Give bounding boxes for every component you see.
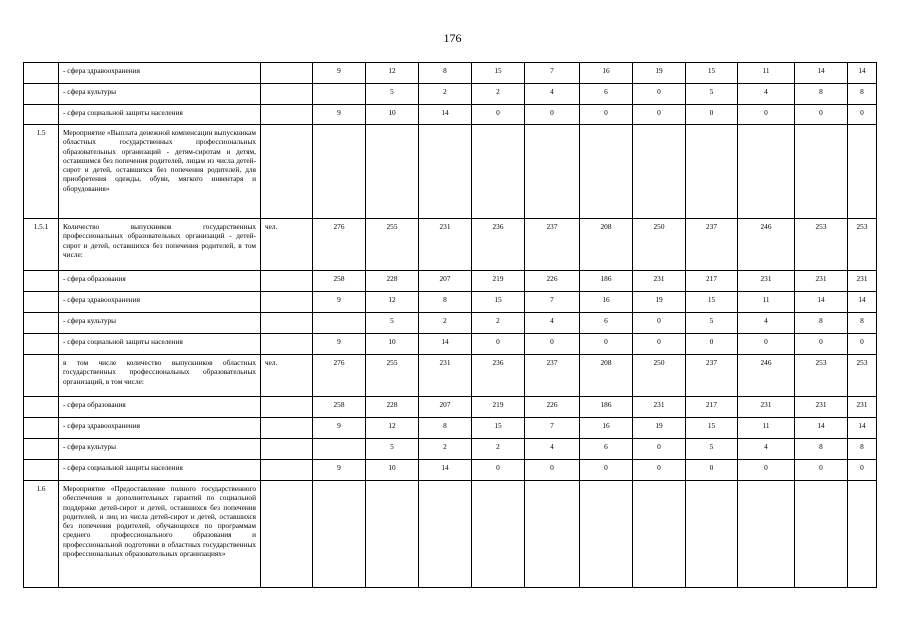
value-cell: 0 xyxy=(472,105,525,125)
row-description: - сфера здравоохранения xyxy=(59,292,261,313)
value-cell: 15 xyxy=(472,418,525,439)
value-cell: 8 xyxy=(848,84,877,105)
value-cell: 2 xyxy=(472,84,525,105)
value-cell: 246 xyxy=(738,355,795,397)
row-unit xyxy=(261,460,313,481)
row-description: в том числе количество выпускников областных государственных профессиональных образовательных организаций, в том числе: xyxy=(59,355,261,397)
value-cell: 0 xyxy=(848,105,877,125)
table-row xyxy=(24,334,877,355)
value-cell: 186 xyxy=(580,271,633,292)
row-unit: чел. xyxy=(261,355,313,397)
value-cell: 231 xyxy=(633,271,686,292)
value-cell: 2 xyxy=(419,313,472,334)
value-cell: 7 xyxy=(525,418,580,439)
value-cell: 14 xyxy=(795,292,848,313)
value-cell xyxy=(472,125,525,219)
value-cell xyxy=(525,125,580,219)
row-number xyxy=(24,418,59,439)
value-cell xyxy=(738,125,795,219)
value-cell: 217 xyxy=(686,397,738,418)
value-cell: 16 xyxy=(580,292,633,313)
value-cell xyxy=(525,481,580,588)
table-row xyxy=(24,292,877,313)
row-number xyxy=(24,460,59,481)
value-cell: 258 xyxy=(313,271,366,292)
value-cell: 5 xyxy=(686,439,738,460)
value-cell: 231 xyxy=(738,397,795,418)
value-cell: 15 xyxy=(686,63,738,84)
value-cell: 0 xyxy=(633,105,686,125)
row-unit xyxy=(261,418,313,439)
value-cell: 219 xyxy=(472,397,525,418)
row-number xyxy=(24,439,59,460)
value-cell xyxy=(419,481,472,588)
value-cell: 231 xyxy=(795,271,848,292)
value-cell: 2 xyxy=(419,439,472,460)
value-cell: 14 xyxy=(419,105,472,125)
value-cell: 253 xyxy=(848,355,877,397)
value-cell xyxy=(366,125,419,219)
value-cell: 5 xyxy=(686,84,738,105)
value-cell xyxy=(313,125,366,219)
value-cell: 276 xyxy=(313,355,366,397)
row-unit xyxy=(261,63,313,84)
value-cell: 0 xyxy=(580,334,633,355)
value-cell: 250 xyxy=(633,219,686,271)
value-cell: 0 xyxy=(525,460,580,481)
value-cell: 14 xyxy=(848,292,877,313)
value-cell: 237 xyxy=(525,355,580,397)
value-cell: 4 xyxy=(738,439,795,460)
value-cell: 2 xyxy=(472,313,525,334)
value-cell: 14 xyxy=(848,63,877,84)
table-body xyxy=(24,63,877,588)
value-cell: 253 xyxy=(795,219,848,271)
table-row xyxy=(24,84,877,105)
row-description: - сфера здравоохранения xyxy=(59,63,261,84)
value-cell: 276 xyxy=(313,219,366,271)
value-cell: 6 xyxy=(580,84,633,105)
value-cell: 2 xyxy=(472,439,525,460)
value-cell: 4 xyxy=(525,313,580,334)
value-cell: 4 xyxy=(525,84,580,105)
value-cell xyxy=(313,84,366,105)
value-cell: 255 xyxy=(366,355,419,397)
row-number xyxy=(24,84,59,105)
value-cell: 19 xyxy=(633,63,686,84)
value-cell: 8 xyxy=(795,84,848,105)
value-cell: 5 xyxy=(686,313,738,334)
table-row xyxy=(24,63,877,84)
value-cell xyxy=(313,481,366,588)
row-unit xyxy=(261,125,313,219)
row-number xyxy=(24,334,59,355)
value-cell: 0 xyxy=(686,105,738,125)
value-cell: 9 xyxy=(313,418,366,439)
value-cell xyxy=(580,481,633,588)
table-row xyxy=(24,271,877,292)
value-cell: 4 xyxy=(738,84,795,105)
value-cell: 9 xyxy=(313,292,366,313)
value-cell: 208 xyxy=(580,355,633,397)
value-cell: 0 xyxy=(472,334,525,355)
value-cell: 9 xyxy=(313,105,366,125)
value-cell: 15 xyxy=(686,418,738,439)
row-number xyxy=(24,292,59,313)
row-unit xyxy=(261,439,313,460)
value-cell: 19 xyxy=(633,292,686,313)
value-cell: 0 xyxy=(633,334,686,355)
value-cell: 14 xyxy=(419,334,472,355)
value-cell: 10 xyxy=(366,334,419,355)
value-cell: 237 xyxy=(686,355,738,397)
value-cell: 219 xyxy=(472,271,525,292)
value-cell: 253 xyxy=(795,355,848,397)
value-cell xyxy=(419,125,472,219)
value-cell: 8 xyxy=(419,292,472,313)
value-cell: 0 xyxy=(738,105,795,125)
value-cell: 16 xyxy=(580,63,633,84)
value-cell: 7 xyxy=(525,63,580,84)
value-cell: 236 xyxy=(472,355,525,397)
value-cell: 12 xyxy=(366,63,419,84)
row-unit xyxy=(261,481,313,588)
value-cell: 0 xyxy=(580,460,633,481)
value-cell xyxy=(795,125,848,219)
value-cell: 19 xyxy=(633,418,686,439)
value-cell: 0 xyxy=(525,334,580,355)
value-cell: 12 xyxy=(366,292,419,313)
value-cell: 14 xyxy=(419,460,472,481)
row-unit xyxy=(261,292,313,313)
value-cell: 186 xyxy=(580,397,633,418)
value-cell: 11 xyxy=(738,292,795,313)
value-cell xyxy=(686,125,738,219)
value-cell: 0 xyxy=(795,334,848,355)
value-cell: 231 xyxy=(633,397,686,418)
value-cell: 14 xyxy=(795,418,848,439)
value-cell: 226 xyxy=(525,271,580,292)
value-cell: 14 xyxy=(848,418,877,439)
value-cell: 8 xyxy=(419,418,472,439)
value-cell: 0 xyxy=(848,334,877,355)
value-cell: 0 xyxy=(633,313,686,334)
value-cell: 8 xyxy=(848,439,877,460)
value-cell: 16 xyxy=(580,418,633,439)
row-number xyxy=(24,397,59,418)
row-unit xyxy=(261,397,313,418)
table-row xyxy=(24,219,877,271)
value-cell: 9 xyxy=(313,334,366,355)
value-cell: 8 xyxy=(795,439,848,460)
value-cell: 9 xyxy=(313,460,366,481)
row-description: Мероприятие «Выплата денежной компенсации выпускникам областных государственных профессиональных образовательных организаций - детям-сиротам и детям, оставшимся без попечения родителей, лицам из числа детей-сирот и детей, оставшихся без попечения родителей, для приобретения одежды, обуви, мягкого инвентаря и оборудования» xyxy=(59,125,261,219)
row-number xyxy=(24,63,59,84)
value-cell: 0 xyxy=(580,105,633,125)
value-cell xyxy=(580,125,633,219)
value-cell: 0 xyxy=(472,460,525,481)
value-cell: 12 xyxy=(366,418,419,439)
value-cell: 0 xyxy=(795,105,848,125)
row-unit: чел. xyxy=(261,219,313,271)
value-cell: 11 xyxy=(738,63,795,84)
value-cell: 7 xyxy=(525,292,580,313)
value-cell xyxy=(313,313,366,334)
value-cell: 0 xyxy=(633,460,686,481)
row-number: 1.5.1 xyxy=(24,219,59,271)
table-row xyxy=(24,397,877,418)
value-cell: 9 xyxy=(313,63,366,84)
value-cell: 5 xyxy=(366,313,419,334)
value-cell: 226 xyxy=(525,397,580,418)
value-cell xyxy=(686,481,738,588)
row-description: - сфера социальной защиты населения xyxy=(59,105,261,125)
value-cell: 15 xyxy=(472,63,525,84)
row-description: - сфера образования xyxy=(59,271,261,292)
page-number: 176 xyxy=(443,31,462,45)
value-cell: 231 xyxy=(795,397,848,418)
row-description: - сфера культуры xyxy=(59,439,261,460)
value-cell: 0 xyxy=(738,460,795,481)
row-description: - сфера культуры xyxy=(59,84,261,105)
value-cell: 255 xyxy=(366,219,419,271)
value-cell: 258 xyxy=(313,397,366,418)
row-unit xyxy=(261,334,313,355)
value-cell: 5 xyxy=(366,439,419,460)
row-description: - сфера социальной защиты населения xyxy=(59,334,261,355)
value-cell: 15 xyxy=(472,292,525,313)
value-cell xyxy=(633,481,686,588)
value-cell: 246 xyxy=(738,219,795,271)
table-row xyxy=(24,460,877,481)
row-description: - сфера социальной защиты населения xyxy=(59,460,261,481)
value-cell: 4 xyxy=(525,439,580,460)
value-cell: 0 xyxy=(686,334,738,355)
row-number: 1.6 xyxy=(24,481,59,588)
table-row xyxy=(24,481,877,588)
value-cell: 0 xyxy=(795,460,848,481)
table-row xyxy=(24,439,877,460)
value-cell: 14 xyxy=(795,63,848,84)
value-cell: 6 xyxy=(580,439,633,460)
value-cell: 236 xyxy=(472,219,525,271)
value-cell: 207 xyxy=(419,397,472,418)
row-number xyxy=(24,355,59,397)
value-cell: 228 xyxy=(366,397,419,418)
table-row xyxy=(24,355,877,397)
value-cell: 228 xyxy=(366,271,419,292)
value-cell xyxy=(366,481,419,588)
value-cell: 208 xyxy=(580,219,633,271)
row-number xyxy=(24,271,59,292)
value-cell xyxy=(633,125,686,219)
row-description: - сфера культуры xyxy=(59,313,261,334)
value-cell: 231 xyxy=(848,271,877,292)
row-unit xyxy=(261,105,313,125)
value-cell: 231 xyxy=(419,219,472,271)
value-cell: 253 xyxy=(848,219,877,271)
row-description: - сфера здравоохранения xyxy=(59,418,261,439)
row-unit xyxy=(261,84,313,105)
value-cell: 0 xyxy=(633,84,686,105)
value-cell: 217 xyxy=(686,271,738,292)
table-row xyxy=(24,105,877,125)
value-cell xyxy=(795,481,848,588)
value-cell: 231 xyxy=(738,271,795,292)
value-cell: 10 xyxy=(366,105,419,125)
value-cell: 231 xyxy=(419,355,472,397)
value-cell: 0 xyxy=(633,439,686,460)
table-row xyxy=(24,313,877,334)
value-cell: 8 xyxy=(795,313,848,334)
value-cell: 207 xyxy=(419,271,472,292)
value-cell: 0 xyxy=(525,105,580,125)
row-description: - сфера образования xyxy=(59,397,261,418)
value-cell: 0 xyxy=(738,334,795,355)
data-table xyxy=(23,62,877,588)
row-unit xyxy=(261,313,313,334)
row-description: Количество выпускников государственных профессиональных образовательных организаций - детей-сирот и детей, оставшихся без попечения родителей, в том числе: xyxy=(59,219,261,271)
row-number xyxy=(24,105,59,125)
value-cell: 250 xyxy=(633,355,686,397)
value-cell: 4 xyxy=(738,313,795,334)
value-cell: 231 xyxy=(848,397,877,418)
table-row xyxy=(24,125,877,219)
row-number: 1.5 xyxy=(24,125,59,219)
row-description: Мероприятие «Предоставление полного государственного обеспечения и дополнительных гарантий по социальной поддержке детей-сирот и детей, оставшихся без попечения родителей, и лиц из числа детей-сирот и детей, оставшихся без попечения родителей, обучающихся по программам среднего профессионального образования и профессиональной подготовки в областных государственных профессиональных образовательных организациях» xyxy=(59,481,261,588)
value-cell xyxy=(313,439,366,460)
value-cell: 6 xyxy=(580,313,633,334)
value-cell xyxy=(848,481,877,588)
value-cell: 10 xyxy=(366,460,419,481)
value-cell: 8 xyxy=(848,313,877,334)
value-cell: 237 xyxy=(525,219,580,271)
value-cell: 5 xyxy=(366,84,419,105)
value-cell: 11 xyxy=(738,418,795,439)
row-unit xyxy=(261,271,313,292)
value-cell: 0 xyxy=(848,460,877,481)
value-cell xyxy=(472,481,525,588)
value-cell: 2 xyxy=(419,84,472,105)
value-cell xyxy=(848,125,877,219)
value-cell: 237 xyxy=(686,219,738,271)
value-cell xyxy=(738,481,795,588)
row-number xyxy=(24,313,59,334)
value-cell: 8 xyxy=(419,63,472,84)
value-cell: 0 xyxy=(686,460,738,481)
table-row xyxy=(24,418,877,439)
value-cell: 15 xyxy=(686,292,738,313)
